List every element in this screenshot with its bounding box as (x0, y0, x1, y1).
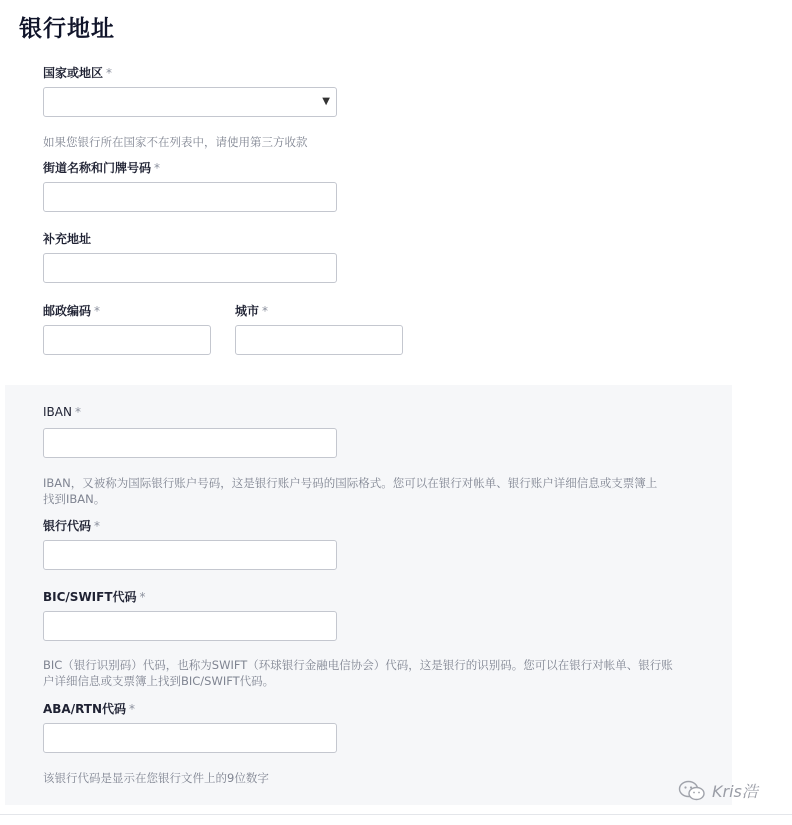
required-mark: * (139, 590, 146, 604)
street-input[interactable] (43, 182, 337, 212)
required-mark: * (74, 405, 81, 419)
page-title: 银行地址 (19, 16, 115, 42)
required-mark: * (129, 702, 136, 716)
iban-label (43, 405, 81, 419)
aba-rtn-hint: 该银行代码是显示在您银行文件上的9位数字 (43, 771, 269, 785)
wechat-icon (678, 780, 706, 802)
city-input[interactable] (235, 325, 403, 355)
bank-code-label (43, 517, 100, 534)
country-hint: 如果您银行所在国家不在列表中，请使用第三方收款 (43, 135, 308, 149)
iban-hint: IBAN，又被称为国际银行账户号码，这是银行账户号码的国际格式。您可以在银行对帐单、银行账户详细信息或支票簿上找到IBAN。 (43, 476, 658, 506)
aba-rtn-label (43, 700, 135, 717)
supplement-address-label-text: 补充地址 (43, 232, 92, 246)
aba-rtn-label-text: ABA/RTN代码 (43, 702, 127, 716)
postal-code-label (43, 302, 100, 319)
supplement-address-label (43, 230, 91, 247)
bank-code-input[interactable] (43, 540, 337, 570)
required-mark: * (94, 304, 101, 318)
city-label-text: 城市 (235, 304, 260, 318)
street-label-text: 街道名称和门牌号码 (43, 161, 152, 175)
required-mark: * (106, 66, 113, 80)
required-mark: * (94, 519, 101, 533)
country-label (43, 64, 112, 81)
dropdown-caret-icon: ▼ (322, 96, 330, 107)
bic-swift-label-text: BIC/SWIFT代码 (43, 590, 137, 604)
city-label (235, 302, 268, 319)
required-mark: * (262, 304, 269, 318)
iban-label-text: IBAN (43, 405, 72, 419)
bank-code-label-text: 银行代码 (43, 519, 92, 533)
street-label (43, 159, 160, 176)
supplement-address-input[interactable] (43, 253, 337, 283)
watermark-text: Kris浩 (712, 782, 758, 801)
watermark (678, 779, 758, 802)
postal-code-label-text: 邮政编码 (43, 304, 92, 318)
aba-rtn-input[interactable] (43, 723, 337, 753)
required-mark: * (154, 161, 161, 175)
postal-code-input[interactable] (43, 325, 211, 355)
bic-swift-label (43, 588, 146, 605)
bottom-divider (0, 814, 792, 815)
country-label-text: 国家或地区 (43, 66, 104, 80)
bic-swift-hint: BIC（银行识别码）代码，也称为SWIFT（环球银行金融电信协会）代码，这是银行的识别码。您可以在银行对帐单、银行账户详细信息或支票簿上找到BIC/SWIFT代码。 (43, 658, 673, 688)
iban-input[interactable] (43, 428, 337, 458)
country-select[interactable] (43, 87, 337, 117)
bic-swift-input[interactable] (43, 611, 337, 641)
